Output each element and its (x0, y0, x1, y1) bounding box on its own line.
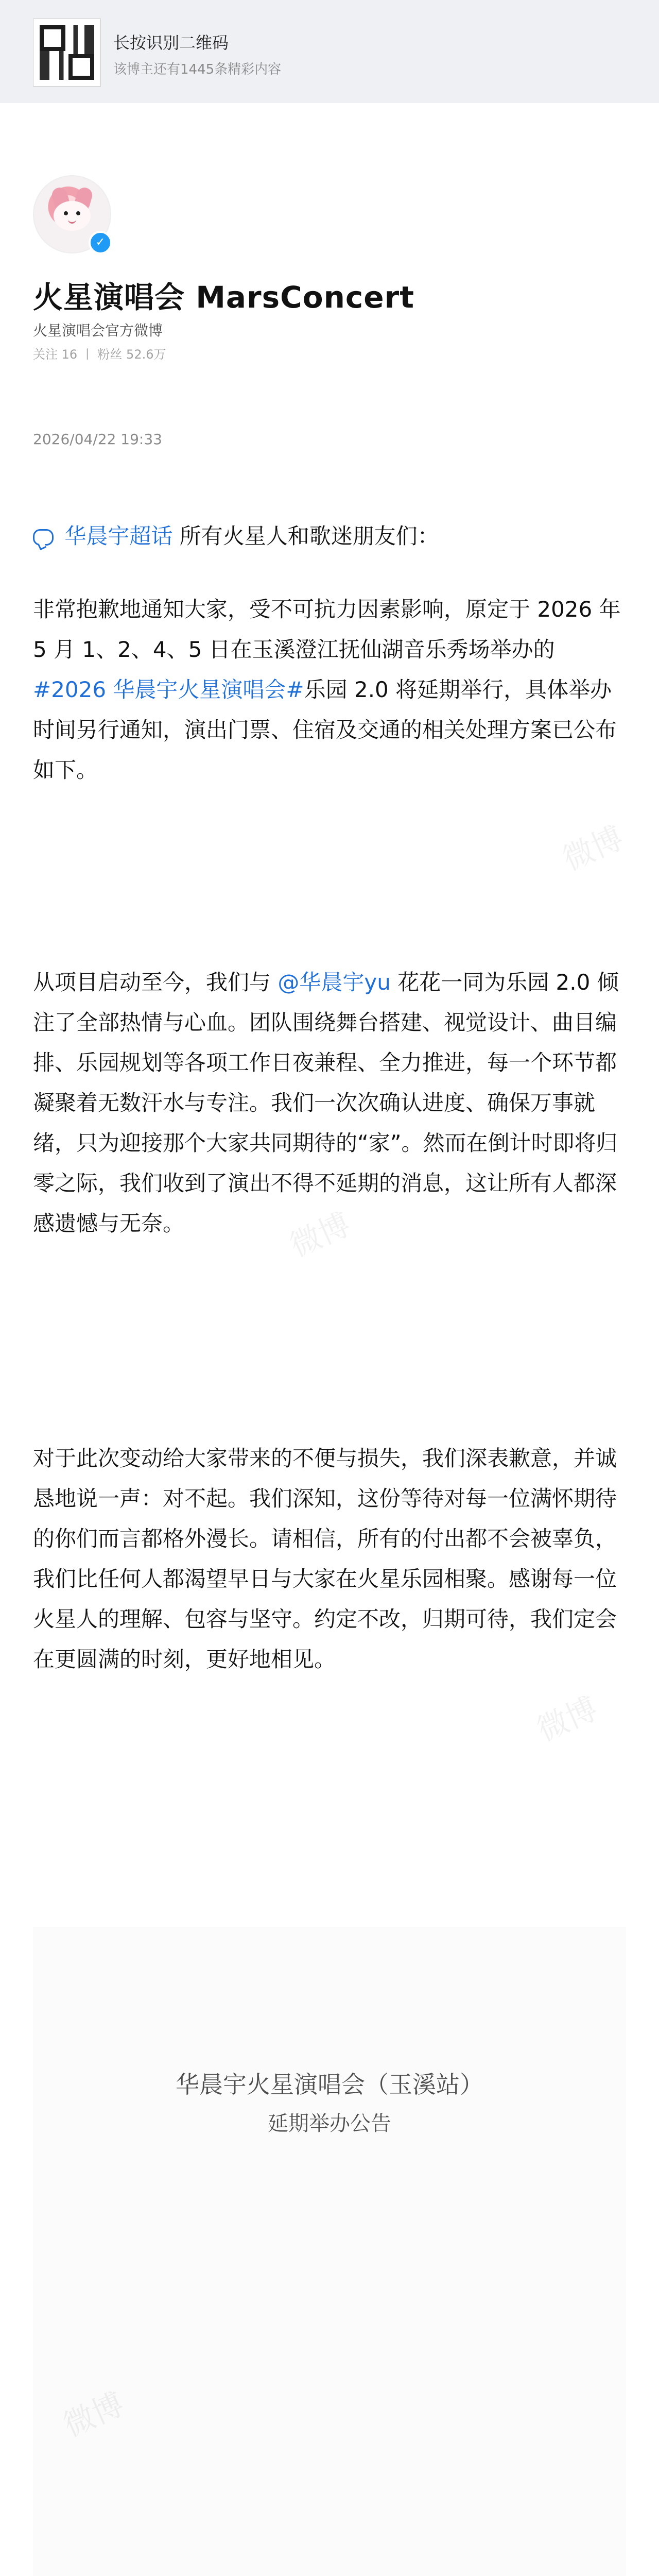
hashtag-link[interactable]: #2026 华晨宇火星演唱会# (33, 677, 304, 702)
post-paragraph-3: 对于此次变动给大家带来的不便与损失，我们深表歉意，并诚恳地说一声：对不起。我们深知，这份等待对每一位满怀期待的你们而言都格外漫长。请相信，所有的付出都不会被辜负，我们比任何人都渴望早日与大家在火星乐园相聚。感谢每一位火星人的理解、包容与坚守。约定不改，归期可待，我们定会在更圆满的时刻，更好地相见。 (33, 1446, 617, 1672)
super-topic-icon (33, 529, 54, 546)
post-header-text: 所有火星人和歌迷朋友们： (179, 523, 439, 549)
account-description: 火星演唱会官方微博 (33, 322, 163, 339)
watermark: 微博 (58, 2386, 130, 2444)
notice-subtitle: 延期举办公告 (268, 2112, 391, 2136)
account-stats: 关注 16 丨 粉丝 52.6万 (33, 347, 166, 362)
super-topic-link[interactable]: 华晨宇超话 (64, 523, 173, 549)
post-paragraph-1-prefix: 非常抱歉地通知大家，受不可抗力因素影响，原定于 2026 年 5 月 1、2、4、5 日在玉溪澄江抚仙湖音乐秀场举办的 (33, 597, 621, 662)
post-paragraph-2-suffix: 花花一同为乐园 2.0 倾注了全部热情与心血。团队围绕舞台搭建、视觉设计、曲目编排、乐园规划等各项工作日夜兼程、全力推进，每一个环节都凝聚着无数汗水与专注。我们一次次确认进度、确保万事就绪，只为迎接那个大家共同期待的“家”。然而在倒计时即将归零之际，我们收到了演出不得不延期的消息，这让所有人都深感遗憾与无奈。 (33, 970, 619, 1236)
postponement-notice-image (33, 1927, 626, 2576)
post-paragraph-2 (33, 962, 626, 1244)
account-name[interactable]: 火星演唱会 MarsConcert (33, 280, 414, 315)
top-banner-title: 长按识别二维码 (113, 33, 229, 53)
post-paragraph-2-prefix: 从项目启动至今，我们与 (33, 970, 278, 995)
watermark: 微博 (284, 1206, 356, 1264)
post-header (33, 518, 626, 554)
post-time: 2026/04/22 19:33 (33, 431, 162, 448)
verified-icon: ✓ (89, 231, 112, 255)
watermark: 微博 (557, 820, 629, 878)
top-banner-subtitle: 该博主还有1445条精彩内容 (113, 62, 282, 77)
mention-link[interactable]: @华晨宇yu (278, 970, 391, 995)
notice-title: 华晨宇火星演唱会（玉溪站） (176, 2071, 483, 2098)
post-paragraph-1-suffix: 乐园 2.0 将延期举行，具体举办时间另行通知，演出门票、住宿及交通的相关处理方案已公布如下。 (33, 677, 617, 783)
top-qr-code (33, 19, 101, 87)
content-card (0, 103, 659, 2576)
watermark: 微博 (531, 1690, 603, 1749)
top-banner (0, 0, 659, 104)
post-paragraph-1 (33, 589, 626, 790)
